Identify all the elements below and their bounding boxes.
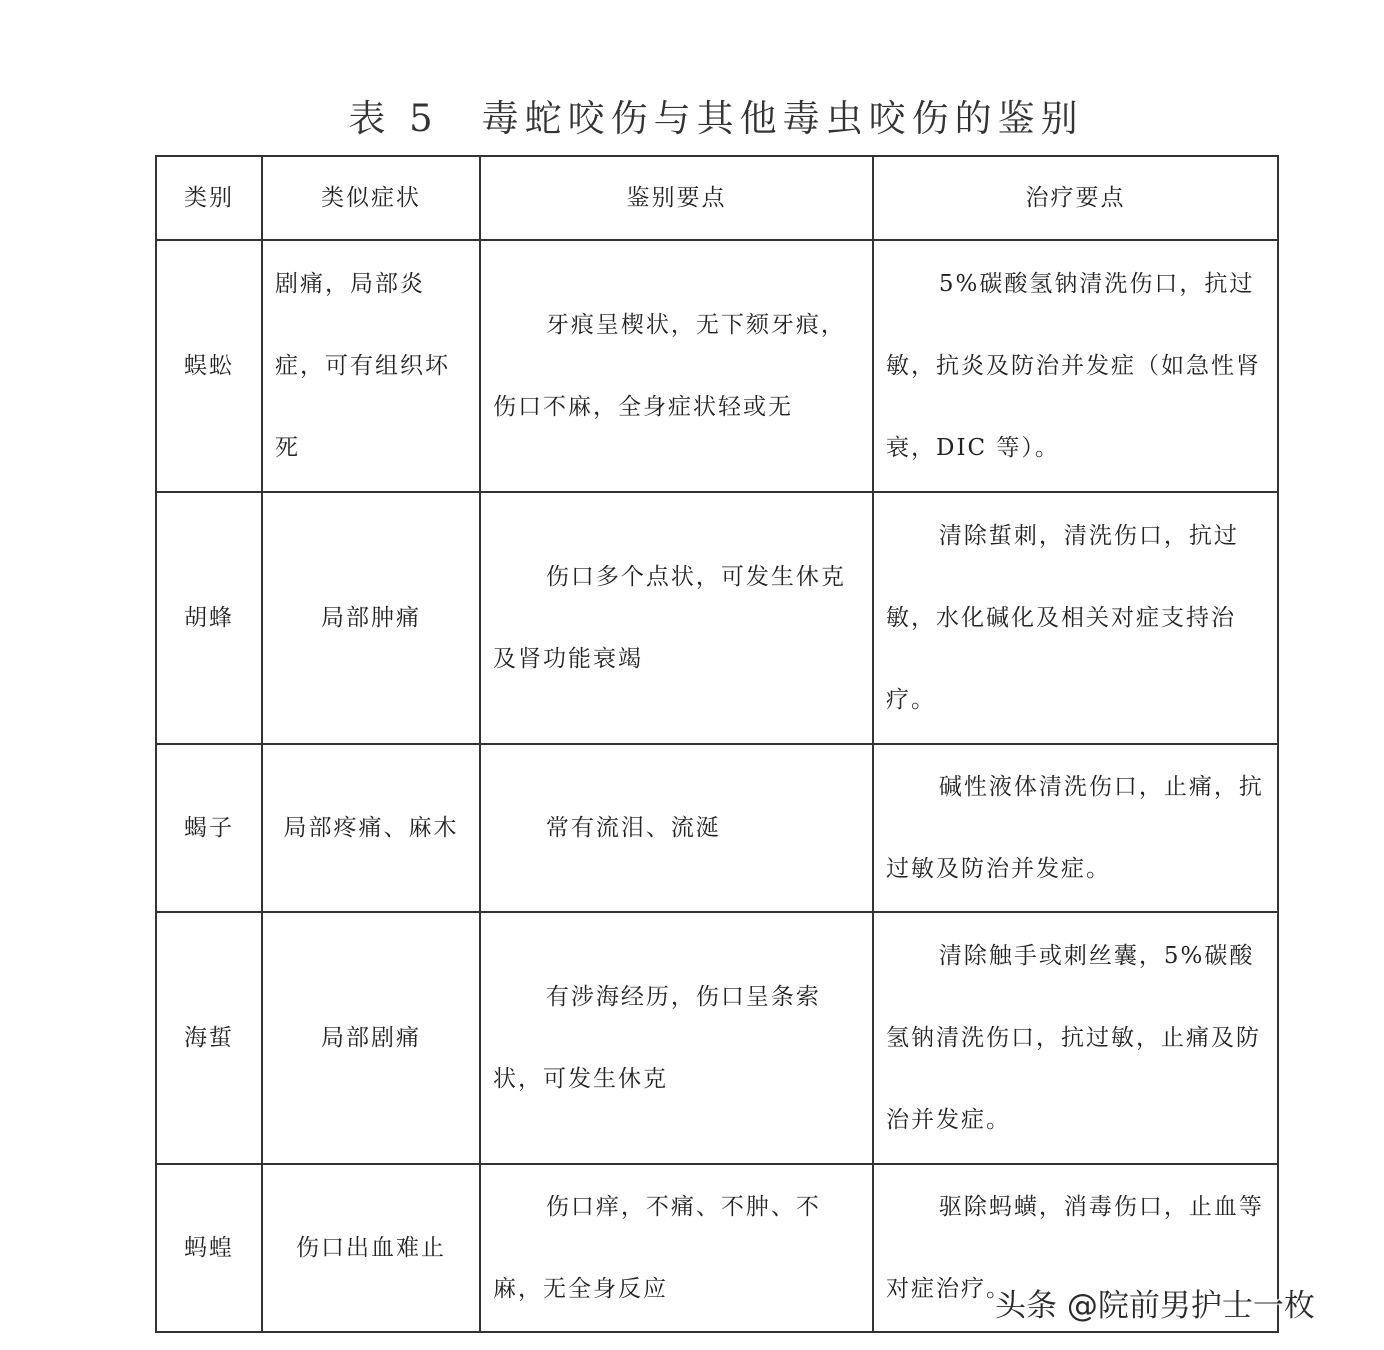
- header-row: [156, 156, 1278, 240]
- cell-key-points: 牙痕呈楔状，无下颏牙痕，伤口不麻，全身症状轻或无: [480, 240, 873, 492]
- cell-key-points: 常有流泪、流涎: [480, 744, 873, 912]
- cell-category: 蜈蚣: [156, 240, 262, 492]
- table-title: 表 5 毒蛇咬伤与其他毒虫咬伤的鉴别: [348, 97, 1084, 140]
- cell-treatment: 碱性液体清洗伤口，止痛，抗过敏及防治并发症。: [873, 744, 1278, 912]
- table-row: [156, 744, 1278, 912]
- cell-key-points: 伤口痒，不痛、不肿、不麻，无全身反应: [480, 1164, 873, 1332]
- cell-treatment: 清除触手或刺丝囊，5%碳酸氢钠清洗伤口，抗过敏，止痛及防治并发症。: [873, 912, 1278, 1164]
- cell-symptoms: 伤口出血难止: [262, 1164, 480, 1332]
- cell-treatment: 5%碳酸氢钠清洗伤口，抗过敏，抗炎及防治并发症（如急性肾衰，DIC 等）。: [873, 240, 1278, 492]
- table-row: [156, 912, 1278, 1164]
- cell-category: 海蜇: [156, 912, 262, 1164]
- cell-symptoms: 局部疼痛、麻木: [262, 744, 480, 912]
- cell-treatment: 驱除蚂蟥，消毒伤口，止血等对症治疗。: [873, 1164, 1278, 1332]
- header-symptoms: 类似症状: [262, 156, 480, 240]
- cell-symptoms: 局部剧痛: [262, 912, 480, 1164]
- cell-category: 蝎子: [156, 744, 262, 912]
- cell-category: 胡蜂: [156, 492, 262, 744]
- table-row: [156, 492, 1278, 744]
- header-category: 类别: [156, 156, 262, 240]
- watermark: 头条 @院前男护士一枚: [995, 1288, 1315, 1324]
- cell-category: 蚂蝗: [156, 1164, 262, 1332]
- cell-symptoms: 剧痛，局部炎症，可有组织坏死: [262, 240, 480, 492]
- header-key-points: 鉴别要点: [480, 156, 873, 240]
- cell-key-points: 伤口多个点状，可发生休克及肾功能衰竭: [480, 492, 873, 744]
- cell-treatment: 清除蜇刺，清洗伤口，抗过敏，水化碱化及相关对症支持治疗。: [873, 492, 1278, 744]
- header-treatment: 治疗要点: [873, 156, 1278, 240]
- table-row: [156, 240, 1278, 492]
- differentiation-table: [155, 155, 1279, 1333]
- cell-symptoms: 局部肿痛: [262, 492, 480, 744]
- cell-key-points: 有涉海经历，伤口呈条索状，可发生休克: [480, 912, 873, 1164]
